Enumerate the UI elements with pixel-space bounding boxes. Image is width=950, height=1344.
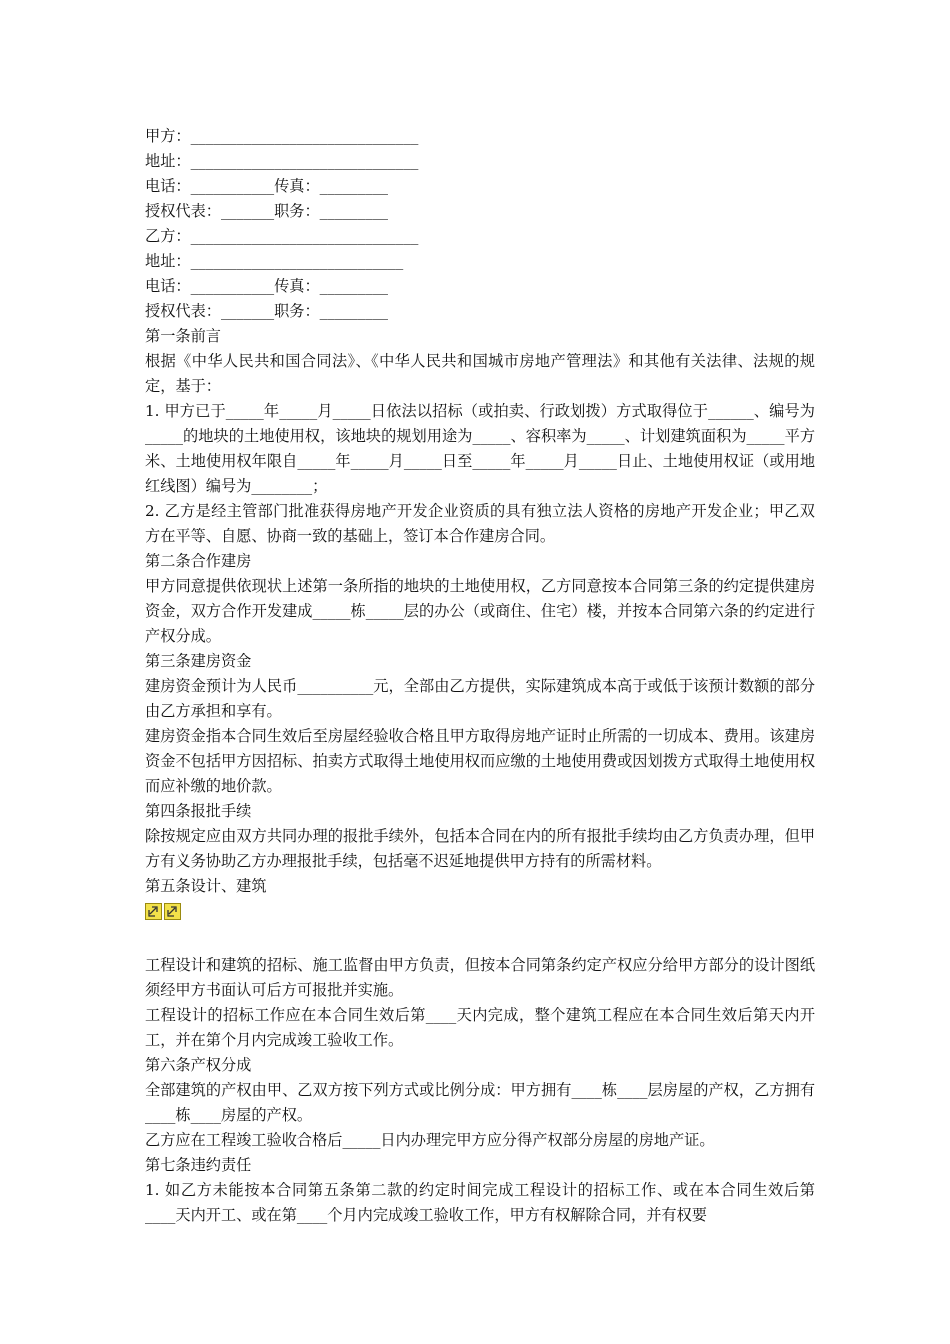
party-b-address: 地址：____________________________	[145, 252, 404, 270]
contract-document	[145, 124, 815, 1228]
article-4-text: 除按规定应由双方共同办理的报批手续外，包括本合同在内的所有报批手续均由乙方负责办理，但甲方有义务协助乙方办理报批手续，包括毫不迟延地提供甲方持有的所需材料。	[145, 827, 815, 870]
article-1-item-2: 2. 乙方是经主管部门批准获得房地产开发企业资质的具有独立法人资格的房地产开发企业；甲乙双方在平等、自愿、协商一致的基础上，签订本合作建房合同。	[145, 502, 815, 545]
article-5-text-2: 工程设计的招标工作应在本合同生效后第____天内完成，整个建筑工程应在本合同生效后第天内开工，并在第个月内完成竣工验收工作。	[145, 1006, 815, 1049]
embedded-link-icon[interactable]	[164, 903, 181, 920]
party-a-phone-fax: 电话：___________传真：_________	[145, 177, 388, 195]
party-info-block	[145, 124, 815, 349]
party-a-line: 甲方：______________________________	[145, 127, 419, 145]
article-1-item-1: 1. 甲方已于_____年_____月_____日依法以招标（或拍卖、行政划拨）方式取得位于______、编号为_____的地块的土地使用权，该地块的规划用途为_____、容积率为_____、计划建筑面积为_____平方米、土地使用权年限自_____年_____月_____日至_____年_____月_____日止、土地使用权证（或用地红线图）编号为________；	[145, 402, 815, 495]
party-a-representative: 授权代表：_______职务：_________	[145, 202, 388, 220]
embedded-object-icons	[145, 903, 815, 925]
article-6-text-2: 乙方应在工程竣工验收合格后_____日内办理完甲方应分得产权部分房屋的房地产证。	[145, 1131, 715, 1149]
contract-body-part1	[145, 349, 815, 899]
party-a-address: 地址：______________________________	[145, 152, 419, 170]
article-3-text-1: 建房资金预计为人民币__________元，全部由乙方提供，实际建筑成本高于或低于该预计数额的部分由乙方承担和享有。	[145, 677, 815, 720]
party-b-line: 乙方：______________________________	[145, 227, 419, 245]
article-5-text-1: 工程设计和建筑的招标、施工监督由甲方负责，但按本合同第条约定产权应分给甲方部分的设计图纸须经甲方书面认可后方可报批并实施。	[145, 956, 815, 999]
article-4-heading: 第四条报批手续	[145, 802, 252, 820]
party-b-representative: 授权代表：_______职务：_________	[145, 302, 388, 320]
article-6-heading: 第六条产权分成	[145, 1056, 252, 1074]
article-2-heading: 第二条合作建房	[145, 552, 252, 570]
article-7-heading: 第七条违约责任	[145, 1156, 252, 1174]
article-1-heading: 第一条前言	[145, 327, 221, 345]
spacer	[145, 925, 815, 953]
party-b-phone-fax: 电话：___________传真：_________	[145, 277, 388, 295]
article-7-item-1: 1. 如乙方未能按本合同第五条第二款的约定时间完成工程设计的招标工作、或在本合同生效后第____天内开工、或在第____个月内完成竣工验收工作，甲方有权解除合同，并有权要	[145, 1181, 815, 1224]
article-3-text-2: 建房资金指本合同生效后至房屋经验收合格且甲方取得房地产证时止所需的一切成本、费用。该建房资金不包括甲方因招标、拍卖方式取得土地使用权而应缴的土地使用费或因划拨方式取得土地使用权而应补缴的地价款。	[145, 727, 815, 795]
article-1-intro: 根据《中华人民共和国合同法》、《中华人民共和国城市房地产管理法》和其他有关法律、法规的规定，基于：	[145, 352, 815, 395]
article-6-text-1: 全部建筑的产权由甲、乙双方按下列方式或比例分成：甲方拥有____栋____层房屋的产权，乙方拥有____栋____房屋的产权。	[145, 1081, 815, 1124]
contract-body-part2	[145, 953, 815, 1228]
embedded-link-icon[interactable]	[145, 903, 162, 920]
article-3-heading: 第三条建房资金	[145, 652, 252, 670]
article-5-heading: 第五条设计、建筑	[145, 877, 267, 895]
article-2-text: 甲方同意提供依现状上述第一条所指的地块的土地使用权，乙方同意按本合同第三条的约定提供建房资金，双方合作开发建成_____栋_____层的办公（或商住、住宅）楼，并按本合同第六条的约定进行产权分成。	[145, 577, 815, 645]
